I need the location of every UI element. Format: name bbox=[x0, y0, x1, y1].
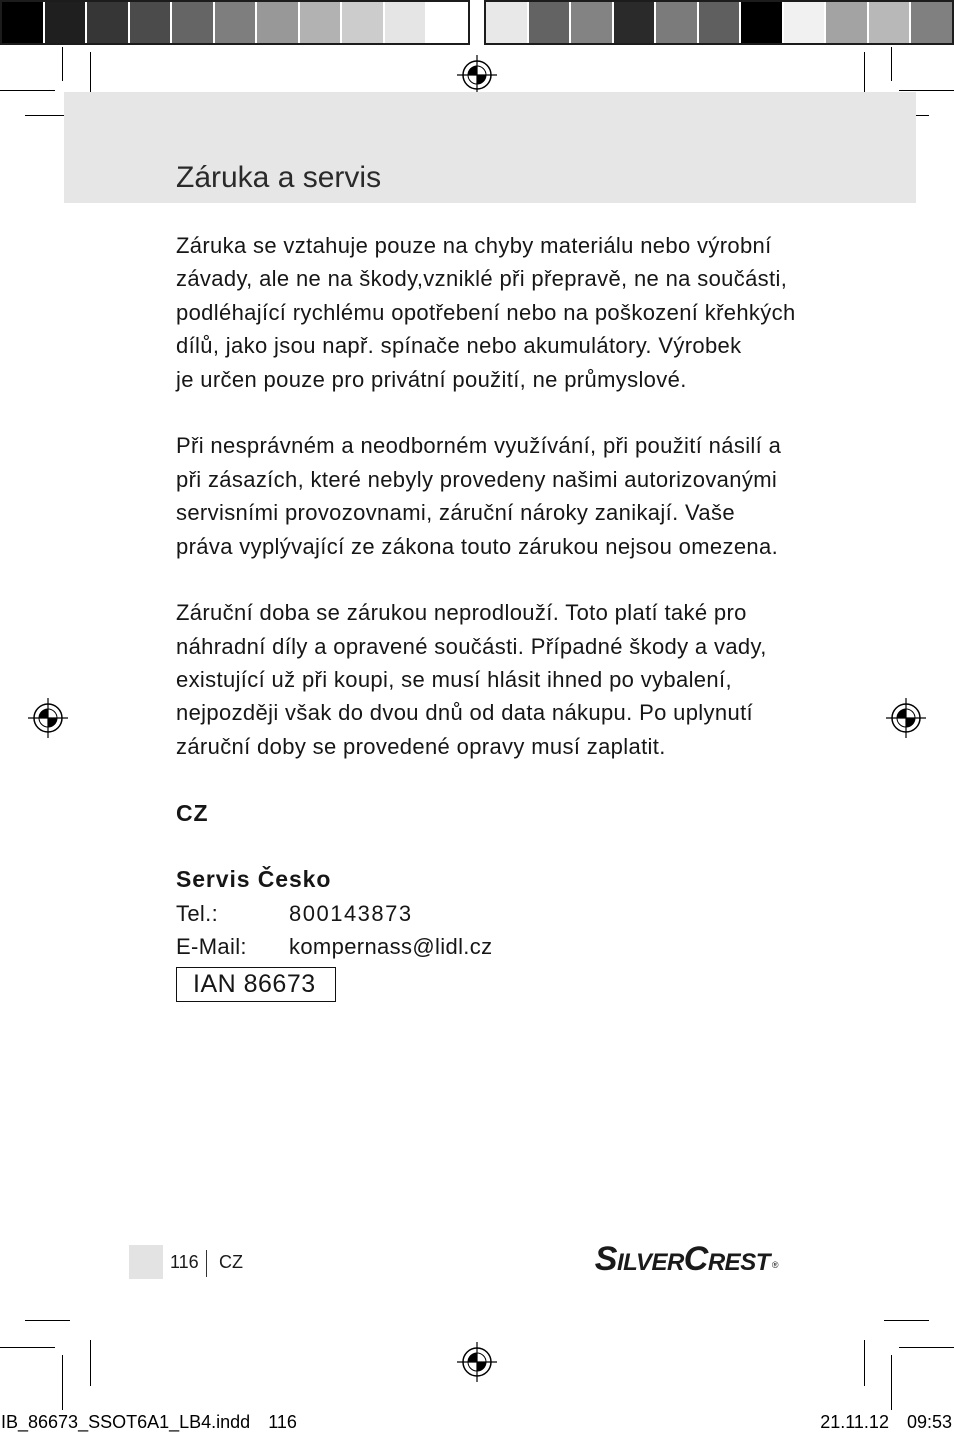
color-calibration-bar-right bbox=[484, 0, 954, 45]
tel-number: 800143873 bbox=[289, 900, 413, 926]
color-patch bbox=[826, 2, 867, 43]
service-heading: Servis Česko bbox=[176, 866, 332, 893]
text-line: podléhající rychlému opotřebení nebo na poškození křehkých bbox=[176, 299, 796, 325]
color-patch bbox=[741, 2, 782, 43]
color-patch bbox=[869, 2, 910, 43]
logo-wordmark: SilverCrest bbox=[594, 1240, 770, 1278]
registration-mark-left bbox=[26, 696, 70, 740]
text-line: závady, ale ne na škody,vzniklé při přepravě, ne na součásti, bbox=[176, 266, 788, 292]
crop-mark bbox=[0, 90, 55, 91]
text-line: Při nesprávném a neodborném využívání, při použití násilí a bbox=[176, 433, 782, 459]
color-patch bbox=[172, 2, 213, 43]
color-patch bbox=[130, 2, 171, 43]
crop-mark bbox=[899, 90, 954, 91]
country-code: CZ bbox=[176, 799, 209, 826]
color-patch bbox=[656, 2, 697, 43]
slug-file-name: IB_86673_SSOT6A1_LB4.indd bbox=[1, 1412, 251, 1432]
text-line: Záruka se vztahuje pouze na chyby materiálu nebo výrobní bbox=[176, 233, 772, 258]
color-patch bbox=[614, 2, 655, 43]
color-patch bbox=[784, 2, 825, 43]
warranty-paragraph-misuse bbox=[176, 429, 816, 563]
text-line: je určen pouze pro privátní použití, ne průmyslové. bbox=[176, 366, 687, 392]
color-patch bbox=[911, 2, 952, 43]
crop-mark bbox=[25, 115, 64, 116]
page-number: 116 bbox=[170, 1252, 199, 1272]
page-title: Záruka a servis bbox=[176, 161, 382, 194]
warranty-paragraph-scope bbox=[176, 229, 816, 396]
email-label: E-Mail: bbox=[176, 934, 247, 960]
crop-mark bbox=[90, 1340, 91, 1386]
section-header-band bbox=[64, 92, 916, 203]
crop-mark bbox=[891, 1355, 892, 1410]
crop-mark bbox=[62, 47, 63, 81]
warranty-paragraph-period bbox=[176, 596, 816, 763]
crop-mark bbox=[62, 1355, 63, 1410]
color-patch bbox=[529, 2, 570, 43]
silvercrest-logo bbox=[595, 1242, 778, 1276]
text-line: nejpozději však do dvou dnů od data nákupu. Po uplynutí bbox=[176, 700, 753, 726]
text-line: práva vyplývající ze zákona touto zárukou nejsou omezena. bbox=[176, 533, 779, 559]
registration-mark-bottom bbox=[455, 1340, 499, 1384]
color-patch bbox=[2, 2, 43, 43]
crop-mark bbox=[891, 47, 892, 81]
text-line: při zásazích, které nebyly provedeny našimi autorizovanými bbox=[176, 466, 778, 492]
tel-row bbox=[176, 897, 816, 930]
color-patch bbox=[45, 2, 86, 43]
text-line: Záruční doba se zárukou neprodlouží. Toto platí také pro bbox=[176, 600, 747, 626]
color-patch bbox=[571, 2, 612, 43]
crop-mark bbox=[864, 1340, 865, 1386]
crop-mark bbox=[899, 1347, 954, 1348]
slug-timestamp bbox=[820, 1410, 952, 1434]
registration-mark-right bbox=[884, 696, 928, 740]
footer-divider bbox=[206, 1250, 207, 1277]
color-patch bbox=[699, 2, 740, 43]
text-line: dílů, jako jsou např. spínače nebo akumulátory. Výrobek bbox=[176, 333, 742, 359]
slug-page: 116 bbox=[268, 1412, 297, 1432]
color-patch bbox=[215, 2, 256, 43]
text-line: záruční doby se provedené opravy musí zaplatit. bbox=[176, 733, 666, 759]
email-row bbox=[176, 930, 816, 963]
color-patch bbox=[342, 2, 383, 43]
text-line: náhradní díly a opravené součásti. Případné škody a vady, bbox=[176, 633, 767, 659]
color-patch bbox=[300, 2, 341, 43]
color-patch bbox=[385, 2, 426, 43]
slug-date: 21.11.12 bbox=[820, 1412, 889, 1432]
color-patch bbox=[87, 2, 128, 43]
color-patch bbox=[257, 2, 298, 43]
ian-box: IAN 86673 bbox=[176, 967, 336, 1002]
crop-mark bbox=[25, 1320, 70, 1321]
page-tab-marker bbox=[129, 1245, 163, 1279]
crop-mark bbox=[884, 1320, 929, 1321]
text-line: existující už při koupi, se musí hlásit ihned po vybalení, bbox=[176, 667, 732, 693]
slug-file-info bbox=[1, 1410, 297, 1434]
crop-mark bbox=[0, 1347, 55, 1348]
color-calibration-bar-left bbox=[0, 0, 470, 45]
email-address: kompernass@lidl.cz bbox=[289, 934, 493, 960]
registration-mark-top bbox=[455, 53, 499, 97]
warranty-text bbox=[176, 229, 816, 1002]
slug-time: 09:53 bbox=[906, 1412, 952, 1432]
page-language: CZ bbox=[219, 1252, 243, 1272]
registered-mark: ® bbox=[771, 1260, 778, 1270]
tel-label: Tel.: bbox=[176, 900, 219, 926]
color-patch bbox=[427, 2, 468, 43]
color-patch bbox=[486, 2, 527, 43]
text-line: servisními provozovnami, záruční nároky zanikají. Vaše bbox=[176, 500, 735, 526]
